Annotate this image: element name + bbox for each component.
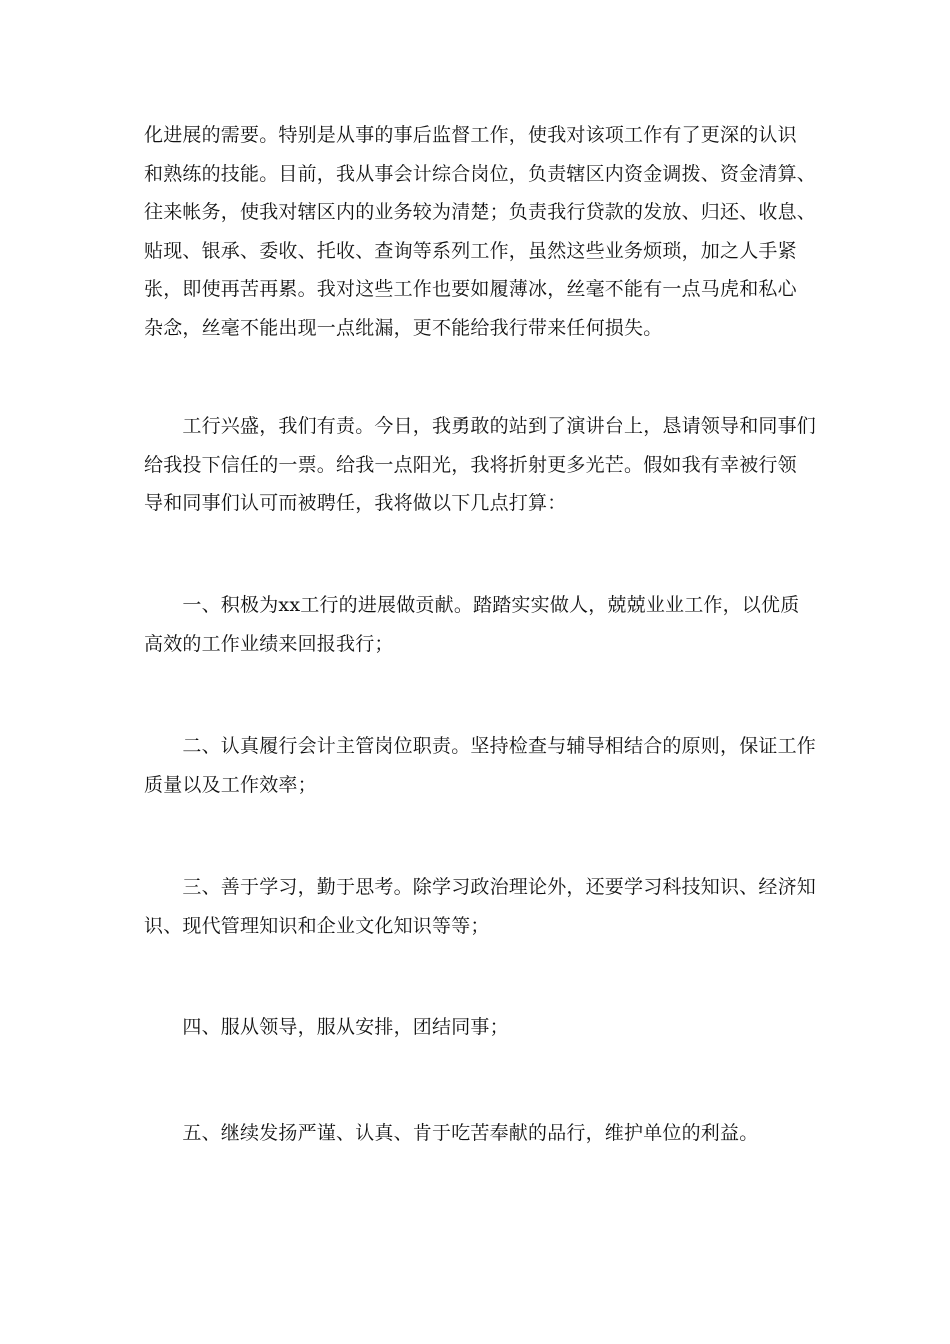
- text-line: 给我投下信任的一票。给我一点阳光，我将折射更多光芒。假如我有幸被行领: [144, 453, 797, 476]
- paragraph-item-2: [144, 727, 817, 804]
- text-line: 三、善于学习，勤于思考。除学习政治理论外，还要学习科技知识、经济知: [144, 876, 817, 898]
- paragraph-item-1: [144, 586, 808, 663]
- text-line: 一、积极为xx工行的进展做贡献。踏踏实实做人，兢兢业业工作，以优质: [144, 594, 800, 616]
- text-line: 五、继续发扬严谨、认真、肯于吃苦奉献的品行，维护单位的利益。: [144, 1122, 759, 1144]
- text-line: 杂念，丝毫不能出现一点纰漏，更不能给我行带来任何损失。: [144, 316, 663, 339]
- paragraph-2: [144, 407, 817, 523]
- text-line: 质量以及工作效率；: [144, 773, 317, 796]
- text-line: 往来帐务，使我对辖区内的业务较为清楚；负责我行贷款的发放、归还、收息、: [144, 201, 817, 223]
- text-line: 四、服从领导，服从安排，团结同事；: [144, 1016, 509, 1038]
- paragraph-item-5: [144, 1114, 808, 1153]
- paragraph-item-3: [144, 868, 817, 945]
- text-line: 导和同事们认可而被聘任，我将做以下几点打算：: [144, 492, 567, 514]
- paragraph-item-4: [144, 1008, 808, 1047]
- text-line: 识、现代管理知识和企业文化知识等等；: [144, 914, 490, 937]
- text-line: 和熟练的技能。目前，我从事会计综合岗位，负责辖区内资金调拨、资金清算、: [144, 162, 817, 185]
- text-line: 高效的工作业绩来回报我行；: [144, 632, 394, 655]
- paragraph-1: [144, 116, 817, 347]
- text-line: 张，即使再苦再累。我对这些工作也要如履薄冰，丝毫不能有一点马虎和私心: [144, 278, 797, 300]
- text-line: 化进展的需要。特别是从事的事后监督工作，使我对该项工作有了更深的认识: [144, 124, 797, 146]
- text-line: 二、认真履行会计主管岗位职责。坚持检查与辅导相结合的原则，保证工作: [144, 735, 817, 757]
- text-line: 工行兴盛，我们有责。今日，我勇敢的站到了演讲台上，恳请领导和同事们: [144, 415, 817, 437]
- text-line: 贴现、银承、委收、托收、查询等系列工作，虽然这些业务烦琐，加之人手紧: [144, 239, 797, 262]
